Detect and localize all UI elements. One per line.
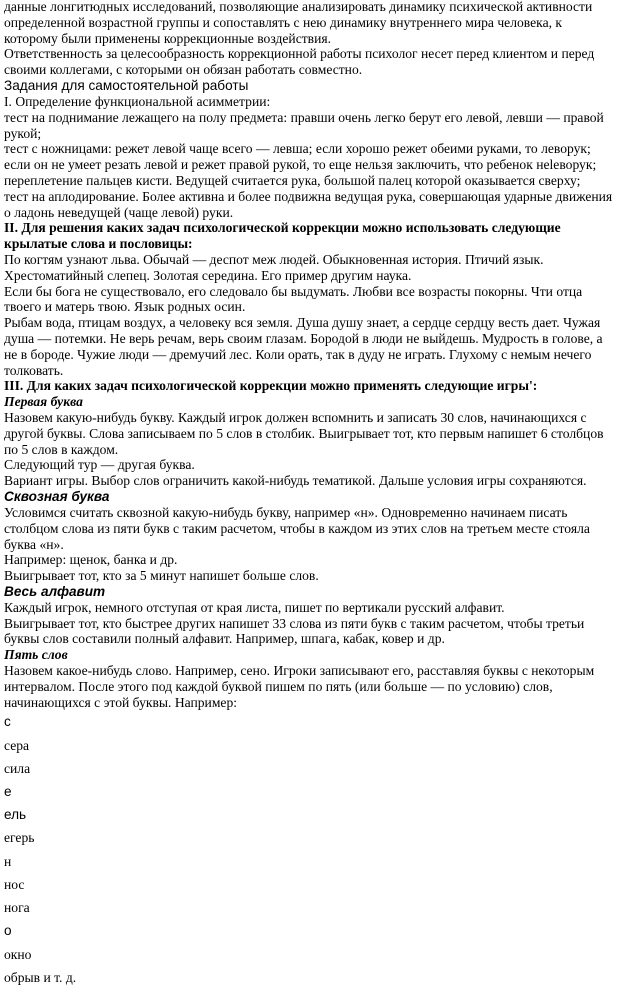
paragraph: Назовем какую-нибудь букву. Каждый игрок должен вспомнить и записать 30 слов, начинающихся с другой буквы. Слова записываем по 5 слов в столбик. Выигрывает тот, кто первым напишет 6 столбцов по 5 слов в каждом.: [4, 409, 604, 457]
paragraph: переплетение пальцев кисти. Ведущей считается рука, большой палец которой оказывается сверху;: [4, 172, 581, 188]
example-word: нога: [4, 900, 30, 916]
paragraph: Если бы бога не существовало, его следовало бы выдумать. Любви все возрасты покорны. Чти отца твоего и матерь твою. Язык родных осин.: [4, 283, 583, 315]
paragraph: Ответственность за целесообразность коррекционной работы психолог несет перед клиентом и перед своими коллегами, с которыми он обязан работать совместно.: [4, 46, 595, 78]
example-word: егерь: [4, 830, 35, 846]
paragraph: Рыбам вода, птицам воздух, а человеку вся земля. Душа душу знает, а сердце сердцу весть дает. Чужая душа — потемки. Не верь речам, верь своим глазам. Бородой в люди не выйдешь. Мудрость в голове, а не в бороде. Чужие люди — дремучий лес. Коли орать, так в дуду не играть. Глухому с немым нечего толковать.: [4, 315, 603, 378]
paragraph: тест на поднимание лежащего на полу предмета: правши очень легко берут его левой, левши — правой рукой;: [4, 109, 604, 141]
example-word: окно: [4, 946, 32, 962]
example-word: ель: [4, 807, 27, 823]
paragraph: тест на аплодирование. Более активна и более подвижна ведущая рука, совершающая ударные движения о ладонь неведущей (чаще левой) руки.: [4, 188, 613, 220]
paragraph: По когтям узнают льва. Обычай — деспот меж людей. Обыкновенная история. Птичий язык. Хрестоматийный слепец. Золотая середина. Его пример другим наука.: [4, 251, 544, 283]
paragraph: Вариант игры. Выбор слов ограничить какой-нибудь тематикой. Дальше условия игры сохраняются.: [4, 473, 587, 489]
example-word: сила: [4, 760, 31, 776]
subsection-heading: II. Для решения каких задач психологической коррекции можно использовать следующие крылатые слова и пословицы:: [4, 220, 561, 252]
paragraph: Каждый игрок, немного отступая от края листа, пишет по вертикали русский алфавит.: [4, 599, 505, 615]
paragraph: Выигрывает тот, кто быстрее других напишет 33 слова из пяти букв с таким расчетом, чтобы третьи буквы слов составили полный алфавит. Например, шпага, кабак, ковер и др.: [4, 615, 585, 647]
example-word: нос: [4, 876, 25, 892]
example-letter: н: [4, 853, 12, 869]
paragraph: данные лонгитюдных исследований, позволяющие анализировать динамику психической активности определенной возрастной группы и сопоставлять с нею динамику внутреннего мира человека, к которому были применены коррекционные воздействия.: [4, 0, 593, 46]
paragraph: Условимся считать сквозной какую-нибудь букву, например «н». Одновременно начинаем писать столбцом слова из пяти букв с таким расчетом, чтобы в каждом из этих слов на третьем месте стояла буква «н».: [4, 504, 590, 552]
section-heading: Задания для самостоятельной работы: [4, 77, 249, 93]
example-letter: о: [4, 923, 12, 939]
example-letter: е: [4, 784, 12, 800]
paragraph: Назовем какое-нибудь слово. Например, сено. Игроки записывают его, расставляя буквы с некоторым интервалом. После этого под каждой буквой пишем по пять (или больше — по условию) слов, начинающихся с этой буквы. Например:: [4, 663, 595, 710]
paragraph: тест с ножницами: режет левой чаще всего — левша; если хорошо режет обеими руками, то леворук; если он не умеет резать левой и режет правой рукой, то еще нельзя заключить, что ребенок неleворук;: [4, 141, 597, 173]
game-title: Весь алфавит: [4, 583, 106, 599]
paragraph: Выигрывает тот, кто за 5 минут напишет больше слов.: [4, 568, 319, 584]
game-title: Первая буква: [4, 394, 83, 410]
subsection-heading: III. Для каких задач психологической коррекции можно применять следующие игры':: [4, 378, 538, 394]
paragraph: Например: щенок, банка и др.: [4, 552, 178, 568]
game-title: Пять слов: [4, 647, 68, 663]
example-word: обрыв и т. д.: [4, 969, 77, 985]
example-letter: с: [4, 714, 11, 730]
paragraph: Следующий тур — другая буква.: [4, 457, 195, 473]
example-word: сера: [4, 737, 30, 753]
game-title: Сквозная буква: [4, 488, 110, 504]
subsection-heading: I. Определение функциональной асимметрии:: [4, 93, 271, 109]
